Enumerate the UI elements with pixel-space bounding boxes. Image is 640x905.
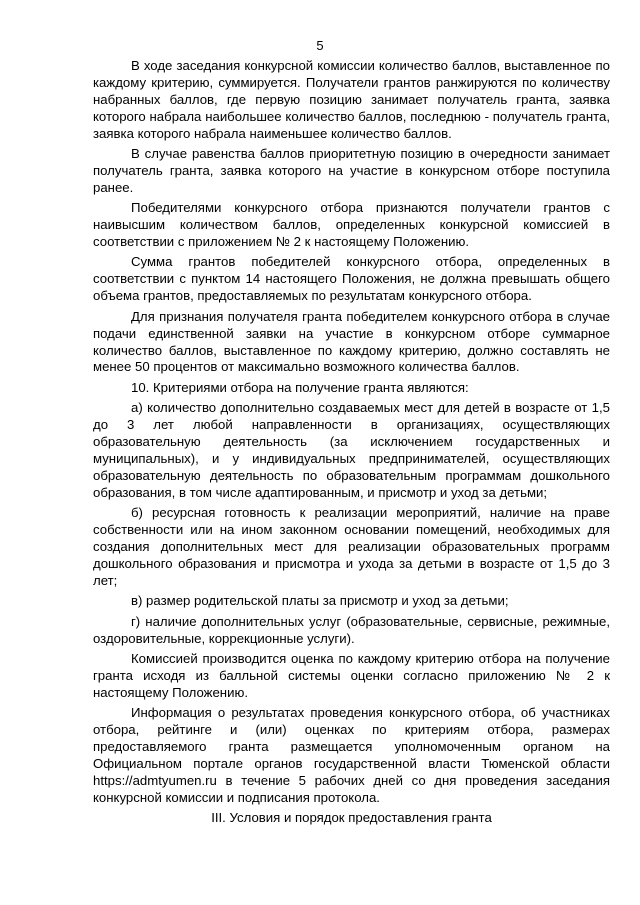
paragraph-commission-evaluation: Комиссией производится оценка по каждому критерию отбора на получение гранта исходя из балльной системы оценки согласно приложению № 2 к настоящему Положению. bbox=[93, 650, 610, 700]
paragraph-single-application: Для признания получателя гранта победителем конкурсного отбора в случае подачи единственной заявки на участие в конкурсном отборе суммарное количество баллов, выставленное по каждому критерию, должно составлять не менее 50 процентов от максимально возможного количества баллов. bbox=[93, 308, 610, 375]
section-heading: III. Условия и порядок предоставления гранта bbox=[211, 810, 492, 826]
paragraph-winners: Победителями конкурсного отбора признаются получатели грантов с наивысшим количеством баллов, определенных конкурсной комиссией в соответствии с приложением № 2 к настоящему Положению. bbox=[93, 200, 610, 250]
document-body bbox=[93, 58, 610, 827]
paragraph-criterion-a: а) количество дополнительно создаваемых мест для детей в возрасте от 1,5 до 3 лет любой направленности в организациях, осуществляющих образовательную деятельность (за исключением государственных и муниципальных), и у индивидуальных предпринимателей, осуществляющих образовательную деятельность по образовательным программам дошкольного образования, в том числе адаптированным, и присмотр и уход за детьми; bbox=[93, 400, 610, 500]
paragraph-criteria-intro: 10. Критериями отбора на получение гранта являются: bbox=[131, 379, 469, 395]
paragraph-criterion-g: г) наличие дополнительных услуг (образовательные, сервисные, режимные, оздоровительные, коррекционные услуги). bbox=[93, 613, 610, 646]
page-number: 5 bbox=[316, 38, 324, 53]
paragraph-equal-scores: В случае равенства баллов приоритетную позицию в очередности занимает получатель гранта, заявка которого на участие в конкурсном отборе поступила ранее. bbox=[93, 146, 610, 195]
paragraph-grant-sum: Сумма грантов победителей конкурсного отбора, определенных в соответствии с пунктом 14 настоящего Положения, не должна превышать общего объема грантов, предоставляемых по результатам конкурсного отбора. bbox=[93, 254, 610, 304]
paragraph-results-publication: Информация о результатах проведения конкурсного отбора, об участниках отбора, рейтинге и (или) оценках по критериям отбора, размерах предоставляемого гранта размещается уполномоченным органом на Официальном портале органов государственной власти Тюменской области https://admtyumen.ru в течение 5 рабочих дней со дня проведения заседания конкурсной комиссии и подписания протокола. bbox=[93, 705, 610, 805]
paragraph-criterion-v: в) размер родительской платы за присмотр и уход за детьми; bbox=[131, 593, 509, 609]
paragraph-scoring-ranking: В ходе заседания конкурсной комиссии количество баллов, выставленное по каждому критерию, суммируется. Получатели грантов ранжируются по количеству набранных баллов, где первую позицию занимает получатель гранта, заявка которого набрала наибольшее количество баллов, последнюю - получатель гранта, заявка которого набрала наименьшее количество баллов. bbox=[93, 58, 610, 141]
paragraph-criterion-b: б) ресурсная готовность к реализации мероприятий, наличие на праве собственности или на ином законном основании помещений, необходимых для создания дополнительных мест для реализации образовательных программ дошкольного образования и присмотра и ухода за детьми в возрасте от 1,5 до 3 лет; bbox=[93, 505, 610, 588]
